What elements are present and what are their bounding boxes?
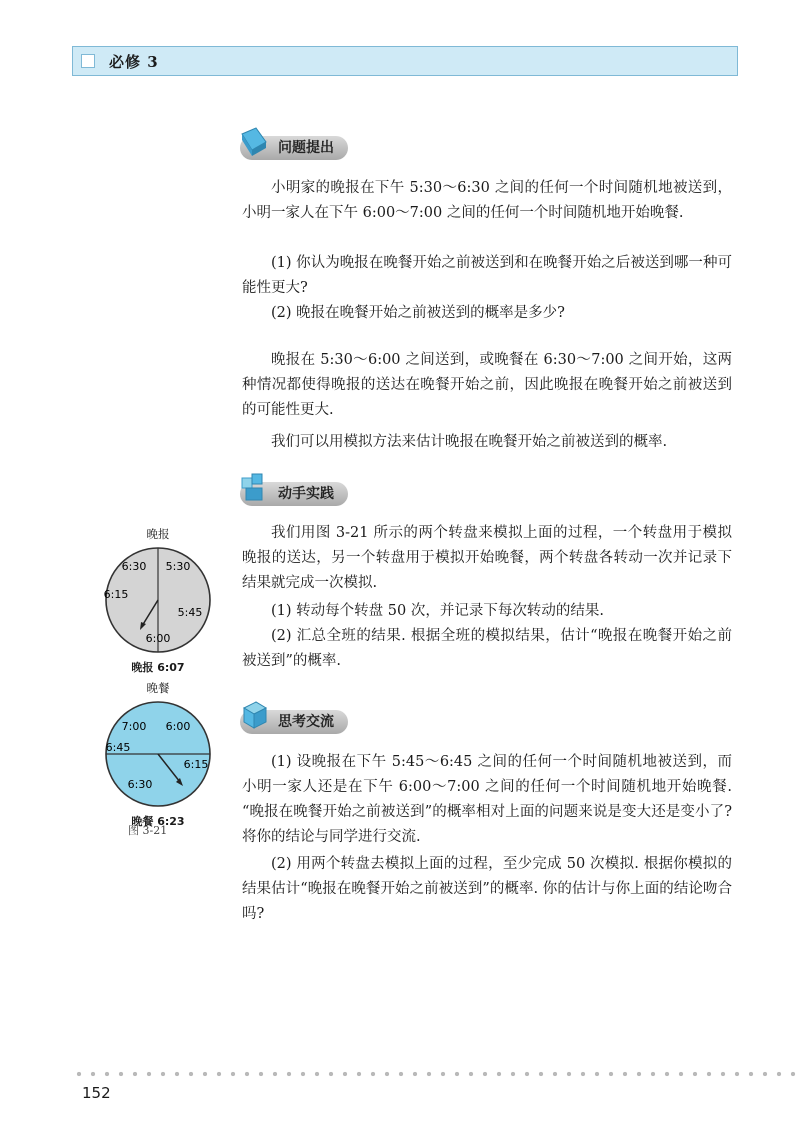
paragraph-3: (2) 晚报在晚餐开始之前被送到的概率是多少? bbox=[271, 305, 565, 321]
clock-newspaper bbox=[100, 526, 216, 675]
section-head-practice bbox=[240, 482, 348, 506]
paragraph-5: 我们可以用模拟方法来估计晚报在晚餐开始之前被送到的概率. bbox=[271, 434, 668, 450]
clock-dinner-label-2: 6:00 bbox=[165, 720, 191, 733]
paragraph-6: 我们用图 3-21 所示的两个转盘来模拟上面的过程，一个转盘用于模拟晚报的送达，另一个转盘用于模拟开始晚餐，两个转盘各转动一次并记录下结果就完成一次模拟. bbox=[242, 525, 732, 591]
page-number: 152 bbox=[82, 1084, 111, 1102]
figure-label: 图 3-21 bbox=[128, 824, 168, 837]
clock-dinner-title: 晚餐 bbox=[146, 681, 170, 695]
clock-newspaper-label-1: 6:30 bbox=[121, 560, 147, 573]
paragraph-10: (2) 用两个转盘去模拟上面的过程，至少完成 50 次模拟. 根据你模拟的结果估计“晚报在晚餐开始之前被送到”的概率. 你的估计与你上面的结论吻合吗? bbox=[242, 856, 732, 922]
clock-dinner-label-3: 6:45 bbox=[105, 741, 131, 754]
blocks-section-icon bbox=[236, 470, 272, 506]
section-title-practice: 动手实践 bbox=[278, 486, 334, 502]
paragraph-8: (2) 汇总全班的结果. 根据全班的模拟结果，估计“晚报在晚餐开始之前被送到”的概率. bbox=[242, 628, 732, 669]
clock-dinner-label-4: 6:15 bbox=[183, 758, 209, 771]
header-title: 必修 3 bbox=[109, 52, 159, 71]
spinner-dinner-dial bbox=[100, 698, 216, 810]
footer-dotted-divider bbox=[72, 1071, 800, 1077]
clock-newspaper-label-5: 6:00 bbox=[145, 632, 171, 645]
question-section-icon bbox=[236, 124, 272, 160]
cube-section-icon bbox=[236, 698, 272, 734]
clock-newspaper-title: 晚报 bbox=[146, 527, 170, 541]
header-bar bbox=[72, 46, 738, 76]
clock-dinner bbox=[100, 680, 216, 829]
paragraph-4: 晚报在 5:30～6:00 之间送到，或晚餐在 6:30～7:00 之间开始，这两种情况都使得晚报的送达在晚餐开始之前，因此晚报在晚餐开始之前被送到的可能性更大. bbox=[242, 352, 732, 418]
clock-newspaper-label-4: 5:45 bbox=[177, 606, 203, 619]
paragraph-1: 小明家的晚报在下午 5:30～6:30 之间的任何一个时间随机地被送到，小明一家人在下午 6:00～7:00 之间的任何一个时间随机地开始晚餐. bbox=[242, 180, 732, 221]
header-square-icon bbox=[81, 54, 95, 68]
section-head-problem bbox=[240, 136, 348, 160]
clock-dinner-label-1: 7:00 bbox=[121, 720, 147, 733]
section-head-discussion bbox=[240, 710, 348, 734]
section-title-discussion: 思考交流 bbox=[278, 714, 334, 730]
spinner-newspaper-dial bbox=[100, 544, 216, 656]
clock-newspaper-label-3: 6:15 bbox=[103, 588, 129, 601]
paragraph-2: (1) 你认为晚报在晚餐开始之前被送到和在晚餐开始之后被送到哪一种可能性更大? bbox=[242, 255, 732, 296]
clock-newspaper-label-2: 5:30 bbox=[165, 560, 191, 573]
clock-dinner-label-5: 6:30 bbox=[127, 778, 153, 791]
paragraph-9: (1) 设晚报在下午 5:45～6:45 之间的任何一个时间随机地被送到，而小明一家人还是在下午 6:00～7:00 之间的任何一个时间随机地开始晚餐. “晚报在晚餐开始之前被送到”的概率相对上面的问题来说是变大还是变小了? 将你的结论与同学进行交流. bbox=[242, 754, 732, 845]
clock-newspaper-caption: 晚报 6:07 bbox=[131, 661, 185, 674]
clock-dinner-caption: 晚餐 6:23 bbox=[131, 815, 185, 828]
paragraph-7: (1) 转动每个转盘 50 次，并记录下每次转动的结果. bbox=[271, 603, 604, 619]
section-title-problem: 问题提出 bbox=[278, 140, 334, 156]
